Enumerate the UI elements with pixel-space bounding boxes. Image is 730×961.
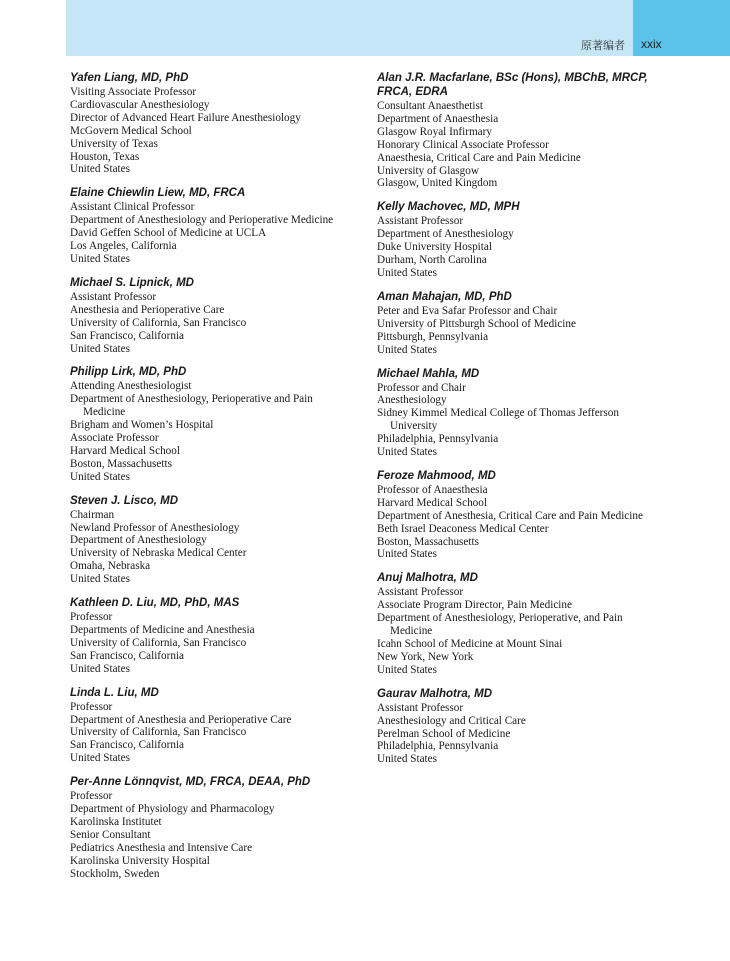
affiliation-line: United States xyxy=(377,343,437,356)
affiliation-line: United States xyxy=(70,163,130,176)
contributor-name: Michael Mahla, MD xyxy=(377,367,480,380)
affiliation-line: Professor xyxy=(70,700,113,713)
affiliation-line: Assistant Professor xyxy=(70,290,157,303)
affiliation-line: Professor of Anaesthesia xyxy=(377,483,488,496)
affiliation-line: United States xyxy=(70,342,130,355)
affiliation-line: Department of Anesthesiology xyxy=(377,228,514,241)
contributor-entry xyxy=(377,688,677,767)
contributor-entry xyxy=(377,72,677,190)
affiliation-line: Beth Israel Deaconess Medical Center xyxy=(377,522,549,535)
left-column xyxy=(70,72,370,892)
affiliation-line: Department of Anesthesiology xyxy=(70,534,207,547)
right-column xyxy=(377,72,677,777)
affiliation-line: University of California, San Francisco xyxy=(70,636,247,649)
affiliation-line: Medicine xyxy=(390,625,433,638)
affiliation-line: University of Texas xyxy=(70,137,158,150)
affiliation-line: Visiting Associate Professor xyxy=(70,86,197,98)
affiliation-line: Department of Anesthesia and Perioperative Care xyxy=(70,713,292,726)
affiliation-line: Stockholm, Sweden xyxy=(70,867,160,880)
affiliation-line: Harvard Medical School xyxy=(70,444,180,457)
affiliation-line: Perelman School of Medicine xyxy=(377,727,511,740)
affiliation-line: Department of Anesthesiology, Perioperative, and Pain xyxy=(377,612,623,625)
contributor-entry xyxy=(70,72,370,176)
contributor-entry xyxy=(377,470,677,561)
affiliation-line: Assistant Professor xyxy=(377,586,464,599)
affiliation-line: Department of Physiology and Pharmacology xyxy=(70,803,275,816)
contributor-name: Philipp Lirk, MD, PhD xyxy=(70,366,187,379)
affiliation-line: Duke University Hospital xyxy=(377,241,492,254)
contributor-entry xyxy=(70,776,370,880)
affiliation-line: United States xyxy=(70,573,130,586)
affiliation-line: Associate Program Director, Pain Medicine xyxy=(377,599,572,612)
contributor-name: Kelly Machovec, MD, MPH xyxy=(377,201,520,214)
affiliation-line: Departments of Medicine and Anesthesia xyxy=(70,624,255,636)
affiliation-line: David Geffen School of Medicine at UCLA xyxy=(70,227,267,240)
affiliation-line: Cardiovascular Anesthesiology xyxy=(70,98,210,111)
affiliation-line: Philadelphia, Pennsylvania xyxy=(377,433,499,446)
affiliation-line: United States xyxy=(70,662,130,675)
affiliation-line: San Francisco, California xyxy=(70,329,185,342)
affiliation-line: Glasgow, United Kingdom xyxy=(377,177,498,190)
affiliation-line: Pediatrics Anesthesia and Intensive Care xyxy=(70,841,253,854)
affiliation-line: University of Pittsburgh School of Medicine xyxy=(377,317,576,330)
header-band xyxy=(66,0,633,56)
contributor-name: Kathleen D. Liu, MD, PhD, MAS xyxy=(70,597,240,610)
affiliation-line: Karolinska Institutet xyxy=(70,815,162,828)
affiliation-line: Brigham and Women’s Hospital xyxy=(70,419,214,432)
affiliation-line: United States xyxy=(377,446,437,459)
contributor-entry xyxy=(70,597,370,676)
contributor-entry xyxy=(70,277,370,356)
contributor-entry xyxy=(377,201,677,280)
affiliation-line: United States xyxy=(377,266,437,279)
contributor-entry xyxy=(70,687,370,766)
affiliation-line: Los Angeles, California xyxy=(70,240,177,253)
affiliation-line: United States xyxy=(70,470,130,483)
contributor-entry xyxy=(377,368,677,459)
contributor-name: Alan J.R. Macfarlane, BSc (Hons), MBChB, MRCP, xyxy=(377,72,648,84)
affiliation-line: Pittsburgh, Pennsylvania xyxy=(377,330,489,343)
affiliation-line: New York, New York xyxy=(377,650,474,663)
affiliation-line: Houston, Texas xyxy=(70,150,140,163)
affiliation-line: Boston, Massachusetts xyxy=(377,535,479,548)
affiliation-line: Chairman xyxy=(70,508,115,521)
affiliation-line: Medicine xyxy=(83,406,126,419)
contributor-entry xyxy=(70,366,370,483)
affiliation-line: Consultant Anaesthetist xyxy=(377,100,483,112)
contributor-name: Per-Anne Lönnqvist, MD, FRCA, DEAA, PhD xyxy=(70,776,311,789)
contributor-name: Anuj Malhotra, MD xyxy=(377,572,478,585)
affiliation-line: Harvard Medical School xyxy=(377,496,487,509)
contributor-name: Elaine Chiewlin Liew, MD, FRCA xyxy=(70,187,246,200)
affiliation-line: United States xyxy=(377,663,437,676)
affiliation-line: Karolinska University Hospital xyxy=(70,854,210,867)
affiliation-line: United States xyxy=(377,548,437,561)
contributor-name: Steven J. Lisco, MD xyxy=(70,494,179,507)
affiliation-line: McGovern Medical School xyxy=(70,124,192,137)
affiliation-line: Professor xyxy=(70,611,113,624)
contributor-entry xyxy=(70,187,370,266)
affiliation-line: Assistant Clinical Professor xyxy=(70,201,195,214)
contributor-entry xyxy=(377,291,677,357)
affiliation-line: Philadelphia, Pennsylvania xyxy=(377,740,499,753)
affiliation-line: Durham, North Carolina xyxy=(377,254,487,267)
affiliation-line: Department of Anesthesia, Critical Care and Pain Medicine xyxy=(377,509,643,522)
affiliation-line: Icahn School of Medicine at Mount Sinai xyxy=(377,638,563,650)
affiliation-line: Anesthesiology xyxy=(377,394,447,407)
affiliation-line: Professor and Chair xyxy=(377,381,466,394)
affiliation-line: Assistant Professor xyxy=(377,701,464,714)
affiliation-line: Peter and Eva Safar Professor and Chair xyxy=(377,304,558,317)
contributor-name: Gaurav Malhotra, MD xyxy=(377,687,493,700)
affiliation-line: Department of Anaesthesia xyxy=(377,112,499,125)
affiliation-line: Boston, Massachusetts xyxy=(70,457,172,470)
affiliation-line: San Francisco, California xyxy=(70,649,185,662)
contributor-name: Michael S. Lipnick, MD xyxy=(70,276,194,289)
affiliation-line: Newland Professor of Anesthesiology xyxy=(70,521,240,534)
affiliation-line: Senior Consultant xyxy=(70,828,151,841)
affiliation-line: Omaha, Nebraska xyxy=(70,560,151,573)
contributor-name-continued: FRCA, EDRA xyxy=(377,86,448,98)
affiliation-line: Department of Anesthesiology and Perioperative Medicine xyxy=(70,214,334,227)
affiliation-line: United States xyxy=(70,752,130,765)
contributor-name: Linda L. Liu, MD xyxy=(70,686,159,699)
affiliation-line: Professor xyxy=(70,790,113,803)
affiliation-line: Anesthesia and Perioperative Care xyxy=(70,303,225,316)
affiliation-line: University of Nebraska Medical Center xyxy=(70,547,247,560)
contributor-name: Aman Mahajan, MD, PhD xyxy=(377,290,512,303)
affiliation-line: University of California, San Francisco xyxy=(70,316,247,329)
page-number: xxix xyxy=(641,37,662,51)
running-header-title: 原著编者 xyxy=(581,39,625,52)
affiliation-line: University of California, San Francisco xyxy=(70,726,247,739)
affiliation-line: Assistant Professor xyxy=(377,215,464,228)
contributor-name: Feroze Mahmood, MD xyxy=(377,469,496,482)
affiliation-line: Glasgow Royal Infirmary xyxy=(377,125,492,138)
affiliation-line: Attending Anesthesiologist xyxy=(70,380,192,393)
affiliation-line: University xyxy=(390,420,438,433)
affiliation-line: University of Glasgow xyxy=(377,164,479,177)
affiliation-line: Anaesthesia, Critical Care and Pain Medicine xyxy=(377,151,581,164)
affiliation-line: San Francisco, California xyxy=(70,739,185,752)
affiliation-line: United States xyxy=(377,753,437,766)
affiliation-line: Anesthesiology and Critical Care xyxy=(377,714,526,727)
affiliation-line: Associate Professor xyxy=(70,432,159,445)
contributor-entry xyxy=(70,495,370,586)
affiliation-line: Sidney Kimmel Medical College of Thomas Jefferson xyxy=(377,407,619,420)
affiliation-line: Department of Anesthesiology, Perioperative and Pain xyxy=(70,393,313,406)
contributor-name: Yafen Liang, MD, PhD xyxy=(70,72,189,84)
contributor-entry xyxy=(377,572,677,676)
affiliation-line: Honorary Clinical Associate Professor xyxy=(377,138,549,151)
affiliation-line: Director of Advanced Heart Failure Anesthesiology xyxy=(70,111,301,124)
affiliation-line: United States xyxy=(70,252,130,265)
